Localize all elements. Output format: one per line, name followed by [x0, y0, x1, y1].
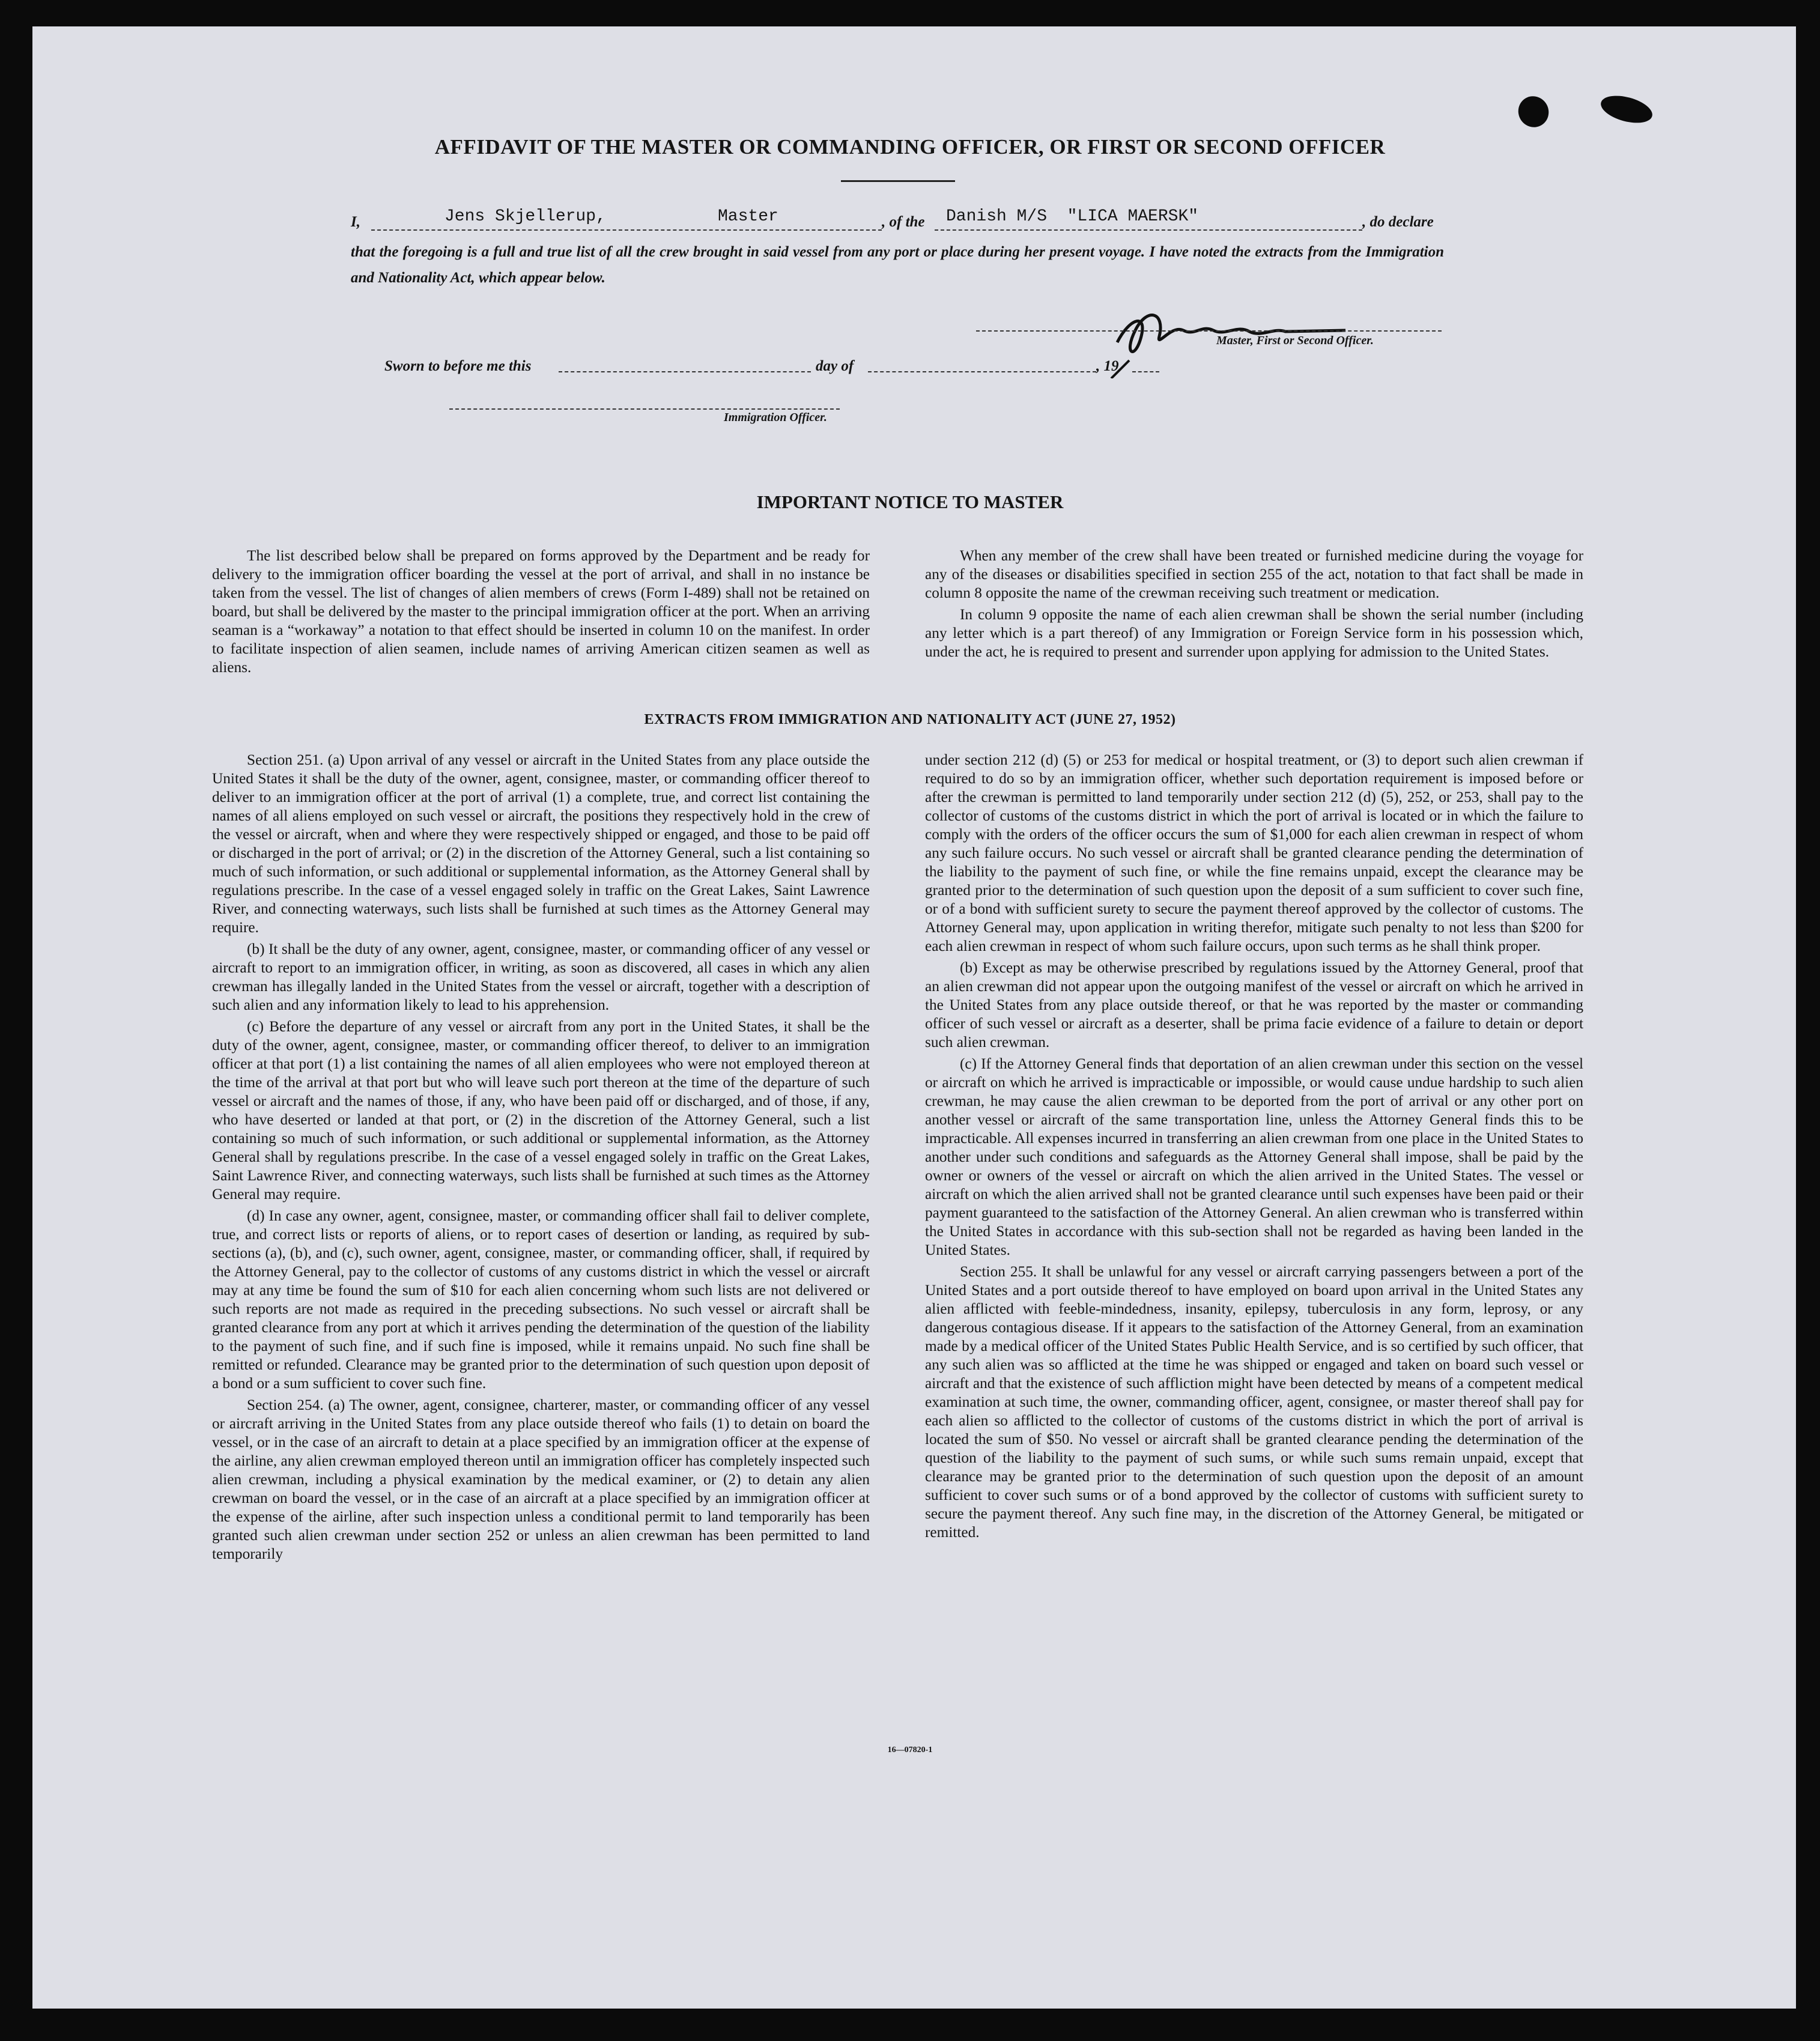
- i-label: I,: [351, 214, 360, 230]
- extract-paragraph: under section 212 (d) (5) or 253 for medical or hospital treatment, or (3) to deport such alien crewman if required to do so by an immigration officer, whether such deportation requirement is imposed before or after the crewman is permitted to land temporarily under section 212 (d) (5), 252, or 253, shall pay to the collector of customs of the customs district in which the port of arrival is located or in which the failure to comply with the orders of the officer occurs the sum of $1,000 for each alien crewman in respect of whom any such failure occurs. No such vessel or aircraft shall be granted clearance pending the determination of the liability to the payment of such fine, or while the fine remains unpaid, except the clearance may be granted prior to the determination of such question upon the deposit of a sum sufficient to cover such fine, or of a bond with sufficient surety to secure the payment thereof approved by the collector of customs. The Attorney General may, upon application in writing therefor, mitigate such penalty to not less than $200 for each alien crewman in respect of whom such failure occurs, upon such terms as he shall think proper.: [925, 751, 1583, 954]
- notice-title: IMPORTANT NOTICE TO MASTER: [756, 491, 1064, 512]
- notice-left-column: [212, 547, 870, 680]
- extract-paragraph: Section 251. (a) Upon arrival of any vessel or aircraft in the United States from any place outside the United States it shall be the duty of the owner, agent, consignee, master, or commanding officer thereof to deliver to an immigration officer at the port of arrival (1) a complete, true, and correct list containing the names of all aliens employed on such vessel or aircraft, the positions they respectively hold in the crew of the vessel or aircraft, when and where they were respectively shipped or engaged, and those to be paid off or discharged in the port of arrival; or (2) in the discretion of the Attorney General, such a list containing so much of such information, or such additional or supplemental information, as the Attorney General shall by regulations prescribe. In the case of a vessel engaged solely in traffic on the Great Lakes, Saint Lawrence River, and connecting waterways, such lists shall be furnished at such times as the Attorney General may require.: [212, 751, 870, 936]
- rank-field: Master: [718, 207, 778, 226]
- extracts-right-column: [925, 751, 1583, 1545]
- declare-label: , do declare: [1362, 214, 1434, 230]
- officer-caption: Immigration Officer.: [724, 411, 827, 424]
- signature-line: [976, 312, 1442, 332]
- notice-right-column: [925, 547, 1583, 664]
- notice-right-paragraph: When any member of the crew shall have been treated or furnished medicine during the voyage for any of the diseases or disabilities specified in section 255 of the act, notation to that fact shall be made in column 8 opposite the name of the crewman receiving such treatment or medication.: [925, 547, 1583, 601]
- extracts-title: EXTRACTS FROM IMMIGRATION AND NATIONALITY ACT (JUNE 27, 1952): [644, 712, 1176, 727]
- declaration-statement: that the foregoing is a full and true list of all the crew brought in said vessel from any port or place during her present voyage. I have noted the extracts from the Immigration and Nationality Act, which appear below.: [351, 244, 1444, 286]
- notice-right-paragraph: In column 9 opposite the name of each alien crewman shall be shown the serial number (including any letter which is a part thereof) of any Immigration or Foreign Service form in his possession which, under the act, he is required to present and surrender upon applying for admission to the United States.: [925, 606, 1583, 660]
- extract-paragraph: Section 255. It shall be unlawful for any vessel or aircraft carrying passengers between a port of the United States and a port outside thereof to have employed on board upon arrival in the United States any alien afflicted with feeble-mindedness, insanity, epilepsy, tuberculosis in any form, leprosy, or any dangerous contagious disease. If it appears to the satisfaction of the Attorney General, from an examination made by a medical officer of the United States Public Health Service, and is so certified by such officer, that any such alien was so afflicted at the time he was shipped or engaged and taken on board such vessel or aircraft and that the existence of such affliction might have been detected by means of a competent medical examination at such time, the owner, commanding officer, agent, consignee, or master thereof shall pay for each alien so afflicted to the collector of customs of the customs district in which the port of arrival is located the sum of $50. No vessel or aircraft shall be granted clearance pending the determination of the question of the liability to the payment of such sums, or while such sums remain unpaid, except that clearance may be granted prior to the determination of such question upon the deposit of an amount sufficient to cover such sums or of a bond approved by the collector of customs with sufficient surety to secure the payment thereof. Any such fine may, in the discretion of the Attorney General, be mitigated or remitted.: [925, 1263, 1584, 1541]
- extract-paragraph: (c) If the Attorney General finds that deportation of an alien crewman under this section on the vessel or aircraft on which he arrived is impracticable or impossible, or would cause undue hardship to such alien crewman, he may cause the alien crewman to be deported from the port of arrival or any other port on another vessel or aircraft of the same transportation line, unless the Attorney General finds this to be impracticable. All expenses incurred in transferring an alien crewman from one place in the United States to another under such conditions and safeguards as the Attorney General shall impose, shall be paid by the owner or owners of the vessel or aircraft on which the alien arrived in the United States. The vessel or aircraft on which the alien arrived shall not be granted clearance until such expenses have been paid or their payment guaranteed to the satisfaction of the Attorney General. An alien crewman who is transferred within the United States in accordance with this sub-section shall not be regarded as having been landed in the United States.: [925, 1055, 1583, 1258]
- extract-paragraph: (c) Before the departure of any vessel or aircraft from any port in the United States, it shall be the duty of the owner, agent, consignee, master, or commanding officer thereof, to deliver to an immigration officer at that port (1) a list containing the names of all alien employees who were not employed thereon at the time of the arrival at that port but who will leave such port thereon at the time of the departure of such vessel or aircraft and the names of those, if any, who have been paid off or discharged, and of those, if any, who have deserted or landed at that port, or (2) in the discretion of the Attorney General, such a list containing so much of such information, or such additional or supplemental information, as the Attorney General shall by regulations prescribe. In the case of a vessel engaged solely in traffic on the Great Lakes, Saint Lawrence River, and connecting waterways, such lists shall be furnished at such times as the Attorney General may require.: [212, 1018, 870, 1202]
- of-the-label: , of the: [882, 214, 925, 230]
- month-line: [868, 353, 1096, 372]
- signature-caption: Master, First or Second Officer.: [1216, 334, 1374, 347]
- title-rule: [841, 180, 955, 182]
- affidavit-title: AFFIDAVIT OF THE MASTER OR COMMANDING OFFICER, OR FIRST OR SECOND OFFICER: [434, 135, 1386, 159]
- sworn-date-line: [559, 353, 811, 372]
- year-label: , 19: [1096, 358, 1119, 374]
- day-of-label: day of: [816, 358, 854, 374]
- form-code: 16—07820-1: [887, 1745, 933, 1754]
- year-line: [1132, 353, 1159, 372]
- extract-paragraph: Section 254. (a) The owner, agent, consignee, charterer, master, or commanding officer of any vessel or aircraft arriving in the United States from any place outside thereof who fails (1) to detain on board the vessel, or in the case of an aircraft to detain at a place specified by an immigration officer at the expense of the airline, any alien crewman employed thereon until an immigration officer has completely inspected such alien crewman, including a physical examination by the medical examiner, or (2) to detain any alien crewman on board the vessel, or in the case of an aircraft at a place specified by an immigration officer at the expense of the airline, after such inspection unless a conditional permit to land temporarily has been granted such alien crewman under section 252 or unless an alien crewman has been permitted to land temporarily: [212, 1397, 870, 1562]
- officer-line: [449, 390, 840, 410]
- notice-left-paragraph: The list described below shall be prepared on forms approved by the Department and be ready for delivery to the immigration officer boarding the vessel at the port of arrival, and shall in no instance be taken from the vessel. The list of changes of alien members of crews (Form I-489) shall not be retained on board, but shall be delivered by the master to the principal immigration officer at the port. When an arriving seaman is a “workaway” a notation to that effect should be inserted in column 10 on the manifest. In order to facilitate inspection of alien seamen, include names of arriving American citizen seamen as well as aliens.: [212, 547, 870, 676]
- extract-paragraph: (b) Except as may be otherwise prescribed by regulations issued by the Attorney General, proof that an alien crewman did not appear upon the outgoing manifest of the vessel or aircraft on which he arrived in the United States from any place outside thereof, or that he was reported by the master or commanding officer of such vessel or aircraft as a deserter, shall be prima facie evidence of a failure to detain or deport such alien crewman.: [925, 959, 1583, 1051]
- sworn-label: Sworn to before me this: [384, 358, 532, 374]
- vessel-name: Danish M/S "LICA MAERSK": [946, 207, 1199, 226]
- crew-master-name: Jens Skjellerup,: [444, 207, 606, 226]
- extracts-left-column: [212, 751, 870, 1566]
- extract-paragraph: (b) It shall be the duty of any owner, agent, consignee, master, or commanding officer of any vessel or aircraft to report to an immigration officer, in writing, as soon as discovered, all cases in which any alien crewman has illegally landed in the United States from the vessel or aircraft, together with a description of such alien and any information likely to lead to his apprehension.: [212, 941, 870, 1013]
- extract-paragraph: (d) In case any owner, agent, consignee, master, or commanding officer shall fail to deliver complete, true, and correct lists or reports of aliens, or to report cases of desertion or landing, as required by sub-sections (a), (b), and (c), such owner, agent, consignee, master, or commanding officer, shall, if required by the Attorney General, pay to the collector of customs of any customs district in which the vessel or aircraft may at any time be found the sum of $10 for each alien concerning whom such lists are not delivered or such reports are not made as required in the preceding subsections. No such vessel or aircraft shall be granted clearance from any port at which it arrives pending the determination of the question of the liability to the payment of such fine, and if such fine is imposed, while it remains unpaid. No such fine shall be remitted or refunded. Clearance may be granted prior to the determination of such question upon deposit of a bond or a sum sufficient to cover such fine.: [212, 1207, 870, 1392]
